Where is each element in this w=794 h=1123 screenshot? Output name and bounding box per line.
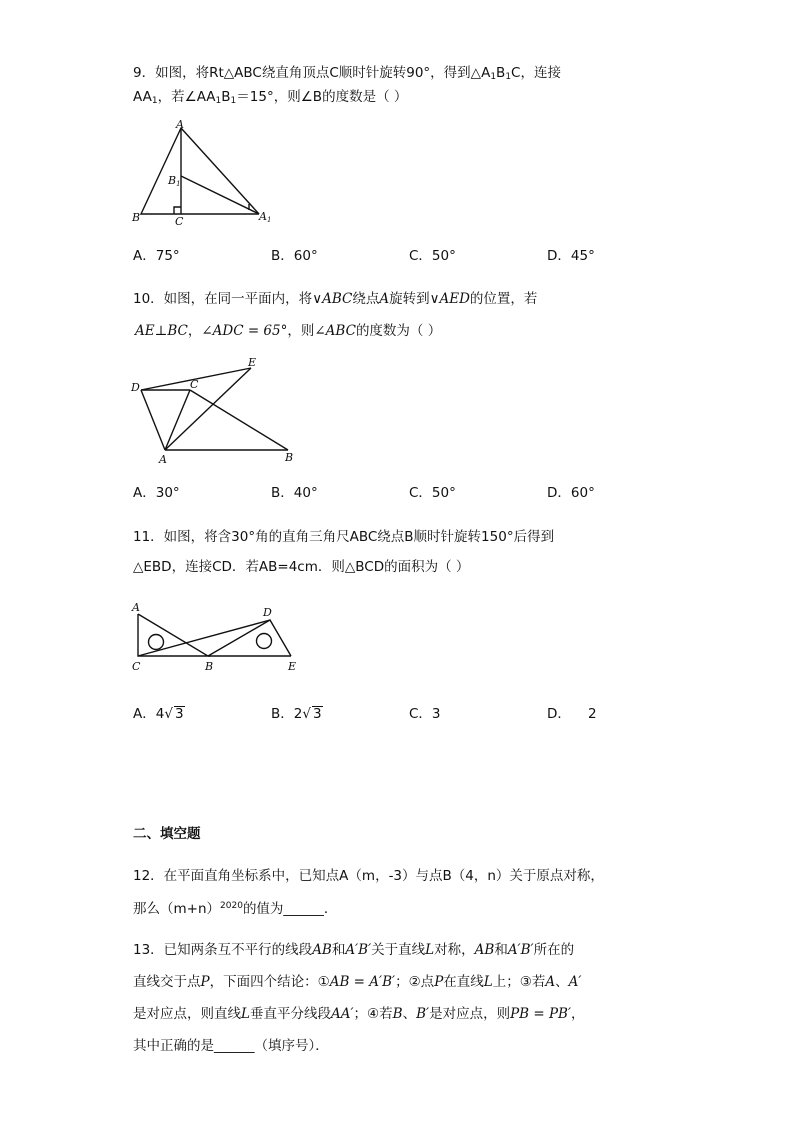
q13-line-4: 其中正确的是______（填序号）． [133, 1038, 329, 1054]
q10-segment-ac [165, 390, 190, 450]
q10-option-b: B．40° [271, 485, 318, 501]
q11-triangle-abc [138, 614, 208, 656]
q9-option-c: C．50° [409, 248, 456, 264]
q11-label-d: D [263, 606, 272, 619]
q11-line-2: △EBD，连接CD．若AB=4cm．则△BCD的面积为（ ） [133, 559, 470, 575]
q9-option-a: A．75° [133, 248, 180, 264]
q13-line-1: 13．已知两条互不平行的线段AB和A′B′关于直线L对称，AB和A′B′所在的 [133, 942, 575, 958]
q12-line-2: 那么$(m+n)^{2020}$的值为______． [133, 901, 338, 917]
q9-label-a1: A1 [259, 210, 272, 224]
q11-hole-left [149, 635, 164, 650]
q12-line-1: 12．在平面直角坐标系中，已知点A（m，-3）与点B（4，n）关于原点对称， [133, 868, 604, 884]
q10-segment-ae [165, 368, 251, 450]
q11-figure [128, 598, 303, 678]
q9-triangle-abc [141, 128, 181, 214]
q9-segment-aa1 [181, 128, 259, 214]
q9-line-1: 9．如图，将Rt△ABC绕直角顶点C顺时针旋转90°，得到$\triangle A_1B_1C$，连接 [133, 65, 561, 82]
q11-option-d: D． 2 [547, 706, 597, 722]
q10-line-2: AE⊥BC，∠ADC = 65°，则∠ABC的度数为（ ） [135, 323, 442, 339]
section-2-title: 二、填空题 [133, 826, 201, 842]
q13-line-3: 是对应点，则直线L垂直平分线段AA′；④若B、B′是对应点，则PB = PB′， [133, 1006, 585, 1022]
q11-label-c: C [132, 660, 141, 673]
q10-line-1: 10．如图，在同一平面内，将∨ABC绕点A旋转到∨AED的位置，若 [133, 291, 538, 307]
q11-label-b: B [205, 660, 214, 673]
q10-option-a: A．30° [133, 485, 180, 501]
q9-figure [128, 118, 278, 228]
q11-option-b: B．2√ 3 [271, 706, 322, 722]
q11-option-a: A．4√ 3 [133, 706, 184, 722]
q11-label-e: E [288, 660, 297, 673]
q13-line-2: 直线交于点P，下面四个结论：①AB = A′B′；②点P在直线L上；③若A、A′ [133, 974, 582, 990]
q9-label-c: C [175, 215, 184, 228]
q10-figure [128, 355, 298, 467]
q10-label-a: A [159, 453, 167, 466]
q9-label-b1: B1 [168, 174, 181, 188]
q10-label-d: D [131, 381, 140, 394]
q11-hole-right [257, 634, 272, 649]
q10-label-b: B [285, 451, 294, 464]
q9-segment-b1a1 [181, 176, 259, 214]
q10-option-c: C．50° [409, 485, 456, 501]
q10-option-d: D．60° [547, 485, 595, 501]
q9-label-a: A [176, 118, 184, 131]
q9-option-b: B．60° [271, 248, 318, 264]
q10-segment-cb [190, 390, 288, 450]
q9-option-d: D．45° [547, 248, 595, 264]
q9-label-b: B [132, 211, 141, 224]
q11-option-c: C．3 [409, 706, 441, 722]
q9-right-angle-mark [174, 207, 181, 214]
q10-segment-ad [141, 390, 165, 450]
q9-line-2: $AA_1$，若$\angle AA_1B_1=15^\circ$，则∠B的度数是（ ） [133, 89, 408, 106]
q11-label-a: A [132, 601, 140, 614]
q10-label-c: C [190, 378, 199, 391]
q11-line-1: 11．如图，将含30°角的直角三角尺ABC绕点B顺时针旋转150°后得到 [133, 529, 555, 545]
q10-label-e: E [248, 356, 257, 369]
